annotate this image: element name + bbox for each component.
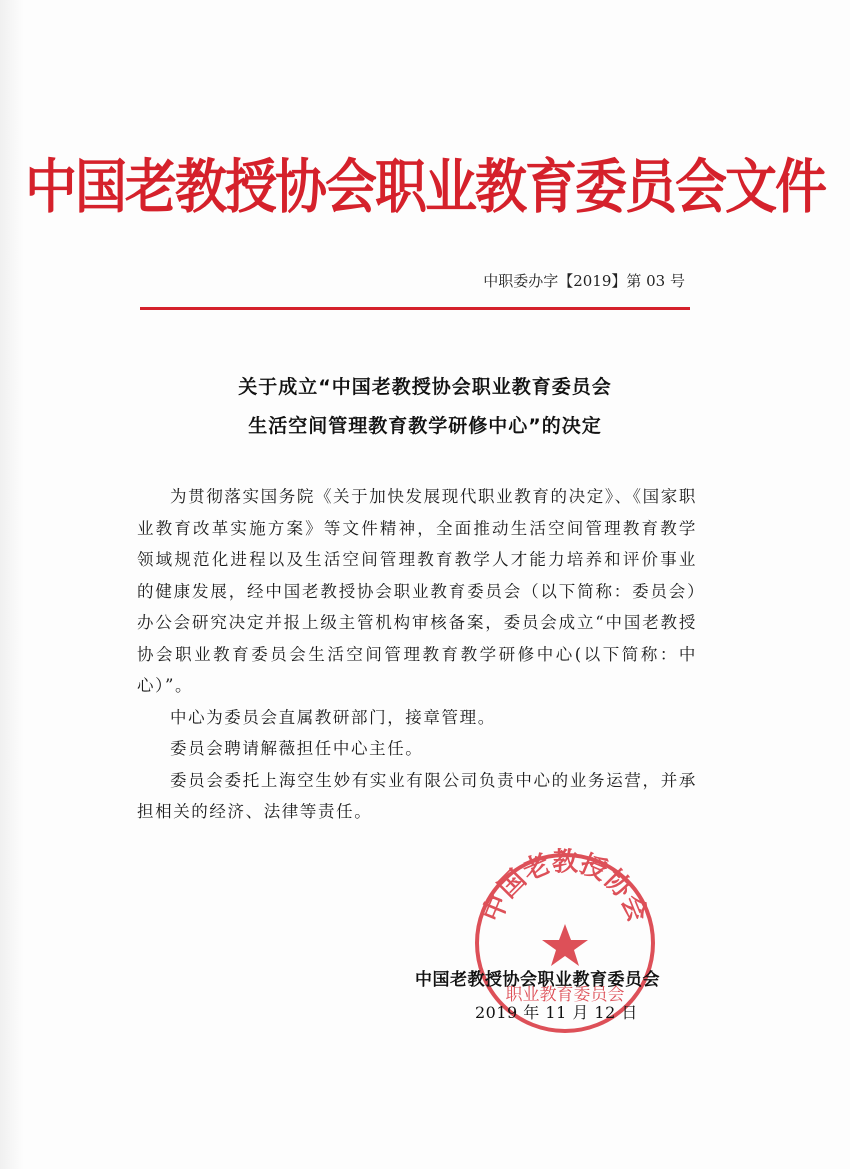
signature-organization: 中国老教授协会职业教育委员会 bbox=[415, 970, 660, 990]
header-divider bbox=[140, 307, 690, 310]
document-title-line-1: 关于成立“中国老教授协会职业教育委员会 bbox=[238, 376, 612, 398]
body-paragraph: 委员会委托上海空生妙有实业有限公司负责中心的业务运营，并承担相关的经济、法律等责任。 bbox=[137, 770, 697, 821]
document-body bbox=[137, 481, 697, 828]
seal-top-text: 中国老教授协会 bbox=[477, 848, 653, 927]
document-number: 中职委办字【2019】第 03 号 bbox=[483, 272, 685, 290]
signature-date: 2019 年 11 月 12 日 bbox=[475, 1003, 638, 1022]
seal-bottom-text: 职业教育委员会 bbox=[505, 985, 625, 1005]
body-paragraph: 为贯彻落实国务院《关于加快发展现代职业教育的决定》、《国家职业教育改革实施方案》等文件精神，全面推动生活空间管理教育教学领域规范化进程以及生活空间管理教育教学人才能力培养和评价事业的健康发展，经中国老教授协会职业教育委员会（以下简称：委员会）办公会研究决定并报上级主管机构审核备案，委员会成立“中国老教授协会职业教育委员会生活空间管理教育教学研修中心(以下简称：中心）”。 bbox=[137, 487, 697, 695]
document-title-line-2: 生活空间管理教育教学研修中心”的决定 bbox=[248, 415, 602, 437]
body-paragraph: 中心为委员会直属教研部门，接章管理。 bbox=[170, 707, 496, 727]
body-paragraph: 委员会聘请解薇担任中心主任。 bbox=[170, 739, 424, 758]
seal-star-icon bbox=[542, 924, 588, 966]
document-header-title: 中国老教授协会职业教育委员会文件 bbox=[24, 154, 825, 222]
